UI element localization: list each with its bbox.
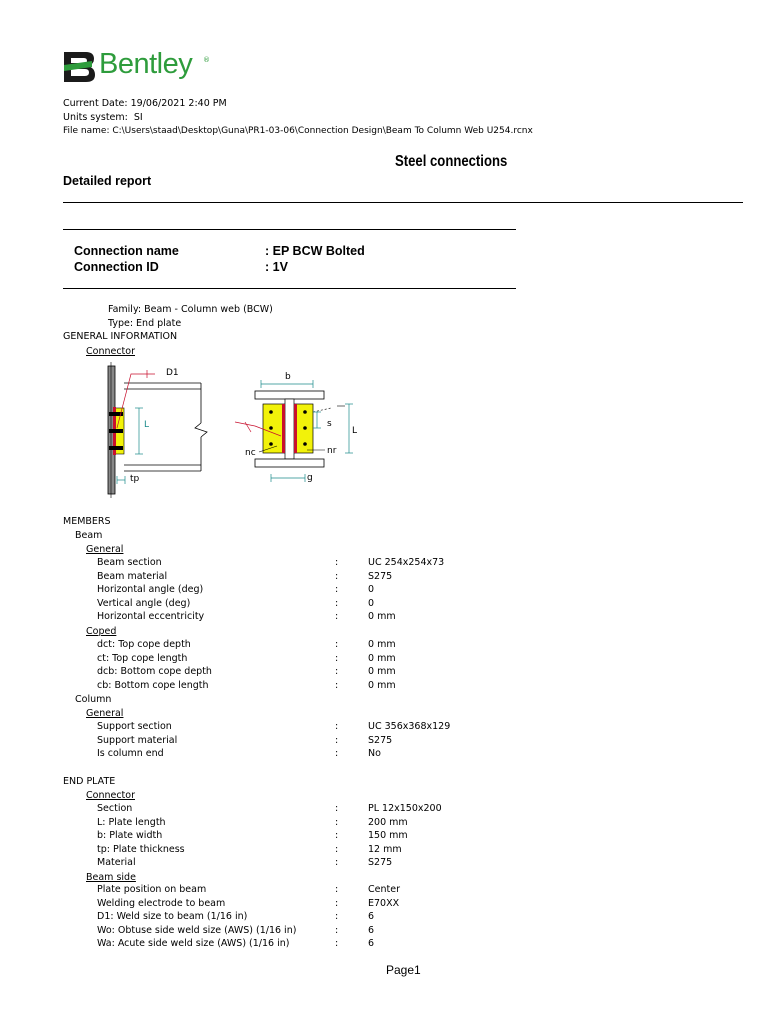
- row-colon: :: [335, 897, 339, 909]
- row-colon: :: [335, 611, 339, 623]
- row-colon: :: [335, 652, 339, 664]
- row-value: 200 mm: [368, 816, 408, 828]
- bolt: [109, 446, 123, 450]
- row-value: No: [368, 748, 381, 760]
- row-value: UC 356x368x129: [368, 721, 451, 732]
- row-value: 6: [368, 924, 375, 936]
- connection-id-value: : 1V: [265, 260, 288, 274]
- row-value: 12 mm: [368, 843, 402, 855]
- diagram-label-d1: D1: [166, 368, 179, 378]
- row-label: Horizontal eccentricity: [97, 611, 205, 623]
- row-label: Wa: Acute side weld size (AWS) (1/16 in): [97, 938, 290, 950]
- members-heading: MEMBERS: [63, 516, 111, 527]
- general-information-heading: GENERAL INFORMATION: [63, 331, 178, 342]
- beam-top-flange: [255, 391, 324, 399]
- row-label: dct: Top cope depth: [97, 639, 191, 650]
- connection-name-label: Connection name: [74, 244, 179, 258]
- row-colon: :: [335, 748, 339, 760]
- row-colon: :: [335, 557, 339, 568]
- report-type: Detailed report: [63, 174, 152, 188]
- beam-web: [285, 399, 294, 459]
- diagram-label-nr: nr: [327, 446, 337, 456]
- connection-name-value: : EP BCW Bolted: [265, 244, 365, 258]
- row-colon: :: [335, 884, 339, 895]
- row-colon: :: [335, 830, 339, 842]
- units-system: [63, 112, 143, 123]
- row-label: Horizontal angle (deg): [97, 584, 204, 596]
- row-label: Plate position on beam: [97, 884, 207, 895]
- row-colon: :: [335, 639, 339, 650]
- row-label: Is column end: [97, 748, 164, 760]
- diagram-label-s: s: [327, 419, 332, 429]
- file-name: File name: C:\Users\staad\Desktop\Guna\PR1-03-06\Connection Design\Beam To Column Web U254.rcnx: [63, 126, 533, 136]
- row-value: 0: [368, 597, 375, 609]
- row-colon: :: [335, 857, 339, 869]
- divider-full: [63, 202, 743, 203]
- beam-heading: Beam: [75, 530, 103, 541]
- row-colon: :: [335, 924, 339, 936]
- page-title: Steel connections: [395, 153, 508, 170]
- connection-id-label: Connection ID: [74, 260, 159, 274]
- bolt: [109, 429, 123, 433]
- column-general-heading: General: [86, 708, 124, 719]
- row-value: S275: [368, 734, 393, 746]
- row-label: Support section: [97, 721, 172, 732]
- row-value: PL 12x150x200: [368, 803, 442, 814]
- diagram-label-b: b: [285, 372, 291, 382]
- row-value: S275: [368, 857, 393, 869]
- diagram-label-tp: tp: [130, 474, 140, 484]
- bentley-b-icon: [62, 50, 96, 84]
- row-label: Beam material: [97, 570, 168, 582]
- type-text: Type: End plate: [108, 318, 182, 329]
- row-value: 150 mm: [368, 830, 408, 842]
- row-colon: :: [335, 911, 339, 923]
- page-number: Page1: [386, 963, 421, 977]
- units-label: Units system:: [63, 112, 128, 123]
- end-plate-heading: END PLATE: [63, 776, 116, 787]
- row-colon: :: [335, 938, 339, 950]
- row-label: Beam section: [97, 557, 162, 568]
- row-colon: :: [335, 734, 339, 746]
- row-label: Material: [97, 857, 136, 869]
- row-label: Vertical angle (deg): [97, 597, 191, 609]
- registered-mark: ®: [203, 56, 210, 64]
- diagram-label-l-left: L: [144, 420, 150, 430]
- bentley-wordmark: Bentley: [99, 48, 193, 80]
- row-value: UC 254x254x73: [368, 557, 445, 568]
- diagram-label-l-right: L: [352, 426, 358, 436]
- diagram-label-nc: nc: [245, 448, 256, 458]
- row-value: E70XX: [368, 897, 400, 909]
- row-colon: :: [335, 721, 339, 732]
- row-label: cb: Bottom cope length: [97, 679, 209, 691]
- beam-side-heading: Beam side: [86, 872, 136, 883]
- row-value: 0 mm: [368, 611, 396, 623]
- diagram-label-g: g: [307, 473, 313, 483]
- row-value: S275: [368, 570, 393, 582]
- row-label: L: Plate length: [97, 816, 166, 828]
- row-label: Section: [97, 803, 133, 814]
- row-label: dcb: Bottom cope depth: [97, 666, 212, 678]
- row-value: 0: [368, 584, 375, 596]
- row-colon: :: [335, 584, 339, 596]
- side-view: [108, 362, 207, 498]
- units-value: SI: [133, 112, 143, 123]
- row-colon: :: [335, 679, 339, 691]
- row-colon: :: [335, 666, 339, 678]
- current-date: Current Date: 19/06/2021 2:40 PM: [63, 98, 227, 109]
- row-colon: :: [335, 816, 339, 828]
- row-label: Welding electrode to beam: [97, 897, 226, 909]
- ep-connector-heading: Connector: [86, 790, 135, 801]
- row-label: ct: Top cope length: [97, 652, 188, 664]
- row-colon: :: [335, 843, 339, 855]
- row-value: 0 mm: [368, 639, 396, 650]
- divider-2: [63, 288, 516, 289]
- row-colon: :: [335, 803, 339, 814]
- row-value: 0 mm: [368, 652, 396, 664]
- row-label: Support material: [97, 734, 178, 746]
- row-value: 6: [368, 911, 375, 923]
- row-value: 0 mm: [368, 666, 396, 678]
- row-label: Wo: Obtuse side weld size (AWS) (1/16 in): [97, 924, 297, 936]
- connector-heading: Connector: [86, 346, 135, 357]
- row-value: 0 mm: [368, 679, 396, 691]
- family-text: Family: Beam - Column web (BCW): [108, 304, 273, 315]
- divider-1: [63, 229, 516, 230]
- column-heading: Column: [75, 694, 112, 705]
- coped-heading: Coped: [86, 626, 117, 637]
- beam-general-heading: General: [86, 544, 124, 555]
- row-value: Center: [368, 884, 400, 895]
- row-label: D1: Weld size to beam (1/16 in): [97, 911, 248, 923]
- row-label: tp: Plate thickness: [97, 843, 185, 855]
- row-colon: :: [335, 570, 339, 582]
- beam-bottom-flange: [255, 459, 324, 467]
- row-label: b: Plate width: [97, 830, 163, 842]
- row-colon: :: [335, 597, 339, 609]
- row-value: 6: [368, 938, 375, 950]
- front-view: [235, 380, 353, 482]
